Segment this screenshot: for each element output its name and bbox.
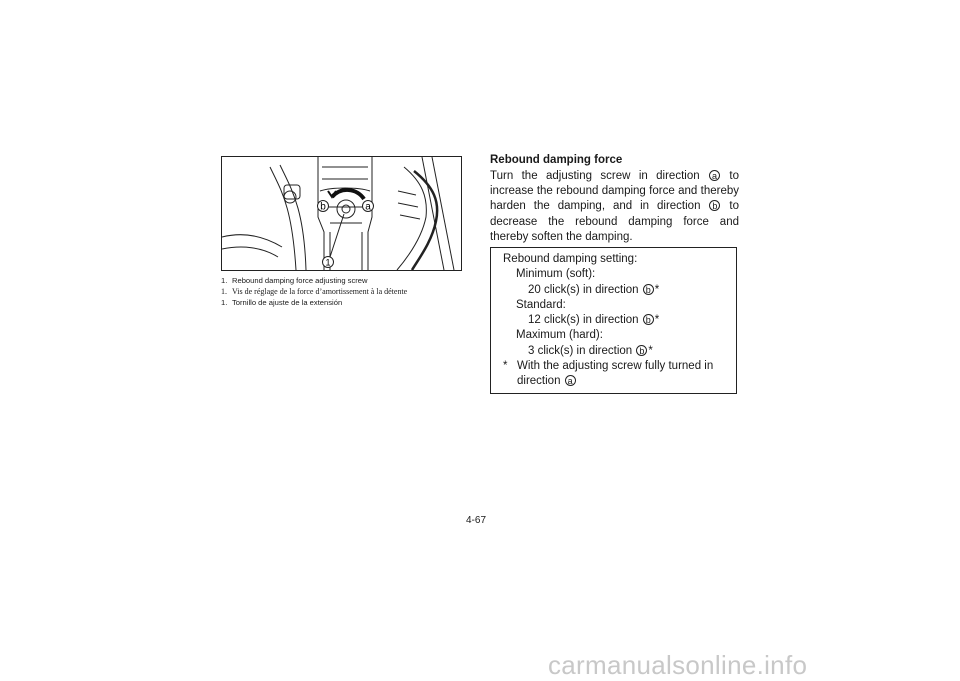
footnote [503,359,728,390]
standard-value [503,313,728,328]
standard-value-text: 12 click(s) in direction [528,314,642,327]
maximum-value [503,344,728,359]
callout-b-label: b [320,201,326,213]
caption-number: 1. [221,298,228,307]
maximum-value-text: 3 click(s) in direction [528,344,636,357]
watermark: carmanualsonline.info [548,650,808,680]
body-text-part: Turn the adjusting screw in direction [490,170,709,182]
asterisk: * [648,344,653,357]
damping-setting-box [490,247,737,394]
caption-french [221,286,481,297]
caption-english [221,275,481,286]
direction-b-symbol: b [709,200,720,211]
shock-absorber-drawing [222,157,461,270]
minimum-label: Minimum (soft): [516,268,596,281]
callout-a-label: a [365,201,371,213]
body-text-part: to increase the rebound damping force and thereby harden the damping, and in direction [490,170,739,213]
body-text-part: to decrease the rebound damping force and thereby soften the damping. [490,200,739,243]
minimum-value-text: 20 click(s) in direction [528,283,642,296]
standard-label: Standard: [516,298,566,311]
direction-b-symbol: b [643,284,654,295]
caption-text: Vis de réglage de la force d’amortissement à la détente [232,287,408,296]
setting-heading: Rebound damping setting: [503,253,638,265]
caption-number: 1. [221,287,227,296]
direction-a-symbol: a [709,170,720,181]
direction-b-symbol: b [643,314,654,325]
callout-1-label: 1 [325,257,331,268]
asterisk: * [654,283,660,296]
minimum-value [503,283,728,298]
caption-text: Rebound damping force adjusting screw [232,276,368,285]
caption-spanish [221,297,481,308]
maximum-label: Maximum (hard): [516,329,603,342]
caption-text: Tornillo de ajuste de la extensión [232,298,343,307]
direction-a-symbol: a [565,375,576,386]
footnote-text-wrap [517,359,728,390]
figure-illustration [221,156,462,271]
footnote-marker: * [503,360,508,373]
caption-number: 1. [221,276,228,285]
footnote-text: With the adjusting screw fully turned in direction [517,360,714,388]
section-title: Rebound damping force [490,154,623,166]
section-body [490,169,739,245]
page-number: 4-67 [466,515,487,526]
direction-b-symbol: b [636,345,647,356]
asterisk: * [654,314,660,327]
figure-captions [221,275,481,308]
